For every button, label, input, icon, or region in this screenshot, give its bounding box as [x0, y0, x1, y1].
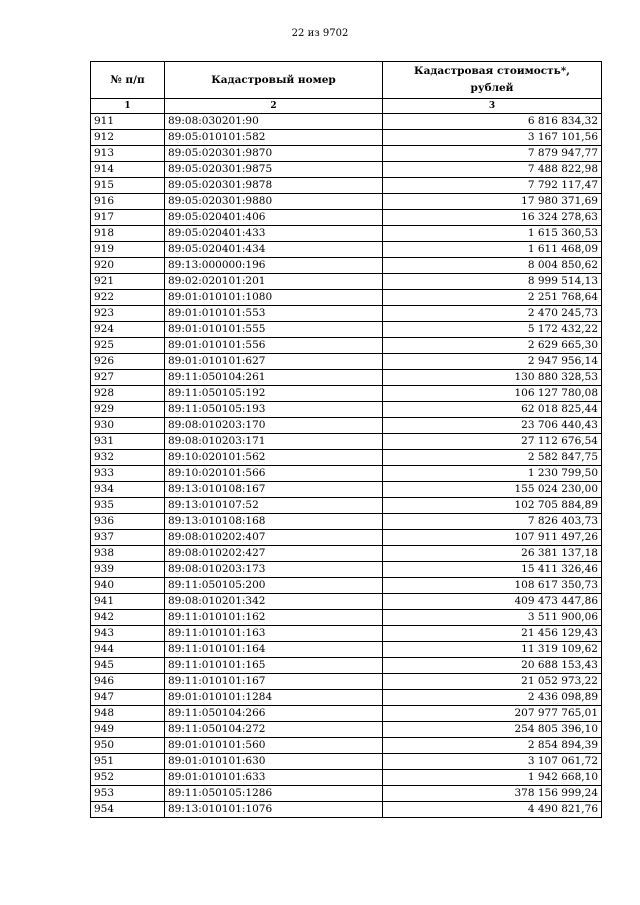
row-number-cell: 926 — [91, 354, 165, 370]
cadastral-number-cell: 89:08:010201:342 — [165, 594, 383, 610]
row-number-cell: 919 — [91, 242, 165, 258]
cadastral-value-table — [90, 61, 602, 818]
row-number-cell: 946 — [91, 674, 165, 690]
table-row — [91, 610, 602, 626]
column-number: 1 — [91, 99, 165, 114]
cadastral-number-cell: 89:11:050105:1286 — [165, 786, 383, 802]
cadastral-value-cell: 2 582 847,75 — [383, 450, 602, 466]
row-number-cell: 937 — [91, 530, 165, 546]
cadastral-value-cell: 378 156 999,24 — [383, 786, 602, 802]
row-number-cell: 947 — [91, 690, 165, 706]
row-number-cell: 913 — [91, 146, 165, 162]
cadastral-value-cell: 106 127 780,08 — [383, 386, 602, 402]
header-cadastral-value: Кадастровая стоимость*, рублей — [383, 62, 602, 99]
cadastral-number-cell: 89:05:020301:9870 — [165, 146, 383, 162]
cadastral-value-cell: 254 805 396,10 — [383, 722, 602, 738]
cadastral-number-cell: 89:13:000000:196 — [165, 258, 383, 274]
page-number-label: 22 из 9702 — [291, 28, 349, 39]
cadastral-number-cell: 89:10:020101:566 — [165, 466, 383, 482]
table-row — [91, 674, 602, 690]
row-number-cell: 932 — [91, 450, 165, 466]
table-header-row — [91, 62, 602, 99]
table-row — [91, 786, 602, 802]
cadastral-value-cell: 1 230 799,50 — [383, 466, 602, 482]
cadastral-number-cell: 89:01:010101:553 — [165, 306, 383, 322]
cadastral-number-cell: 89:11:010101:164 — [165, 642, 383, 658]
row-number-cell: 914 — [91, 162, 165, 178]
cadastral-value-cell: 1 615 360,53 — [383, 226, 602, 242]
table-row — [91, 306, 602, 322]
cadastral-value-cell: 2 251 768,64 — [383, 290, 602, 306]
table-row — [91, 242, 602, 258]
table-row — [91, 386, 602, 402]
header-cadastral-number: Кадастровый номер — [165, 62, 383, 99]
table-row — [91, 418, 602, 434]
cadastral-value-cell: 102 705 884,89 — [383, 498, 602, 514]
table-row — [91, 114, 602, 130]
cadastral-value-cell: 27 112 676,54 — [383, 434, 602, 450]
cadastral-number-cell: 89:13:010107:52 — [165, 498, 383, 514]
row-number-cell: 950 — [91, 738, 165, 754]
cadastral-number-cell: 89:11:010101:165 — [165, 658, 383, 674]
cadastral-value-cell: 26 381 137,18 — [383, 546, 602, 562]
cadastral-value-cell: 15 411 326,46 — [383, 562, 602, 578]
cadastral-value-cell: 2 629 665,30 — [383, 338, 602, 354]
table-row — [91, 658, 602, 674]
row-number-cell: 944 — [91, 642, 165, 658]
cadastral-value-cell: 2 854 894,39 — [383, 738, 602, 754]
row-number-cell: 917 — [91, 210, 165, 226]
table-row — [91, 754, 602, 770]
table-row — [91, 690, 602, 706]
table-row — [91, 578, 602, 594]
cadastral-value-cell: 8 004 850,62 — [383, 258, 602, 274]
column-number: 2 — [165, 99, 383, 114]
table-row — [91, 146, 602, 162]
table-row — [91, 546, 602, 562]
cadastral-number-cell: 89:01:010101:630 — [165, 754, 383, 770]
cadastral-number-cell: 89:05:020301:9880 — [165, 194, 383, 210]
cadastral-value-cell: 7 792 117,47 — [383, 178, 602, 194]
table-row — [91, 594, 602, 610]
row-number-cell: 929 — [91, 402, 165, 418]
table-row — [91, 274, 602, 290]
cadastral-value-cell: 6 816 834,32 — [383, 114, 602, 130]
row-number-cell: 923 — [91, 306, 165, 322]
cadastral-value-cell: 21 456 129,43 — [383, 626, 602, 642]
table-row — [91, 802, 602, 818]
table-row — [91, 770, 602, 786]
cadastral-number-cell: 89:02:020101:201 — [165, 274, 383, 290]
row-number-cell: 953 — [91, 786, 165, 802]
header-row-number: № п/п — [91, 62, 165, 99]
cadastral-number-cell: 89:11:050104:272 — [165, 722, 383, 738]
cadastral-value-cell: 1 942 668,10 — [383, 770, 602, 786]
cadastral-value-cell: 3 167 101,56 — [383, 130, 602, 146]
row-number-cell: 941 — [91, 594, 165, 610]
table-row — [91, 226, 602, 242]
row-number-cell: 921 — [91, 274, 165, 290]
table-row — [91, 482, 602, 498]
table-row — [91, 322, 602, 338]
row-number-cell: 945 — [91, 658, 165, 674]
cadastral-number-cell: 89:05:020401:433 — [165, 226, 383, 242]
table-row — [91, 530, 602, 546]
cadastral-number-cell: 89:05:020401:434 — [165, 242, 383, 258]
cadastral-number-cell: 89:11:010101:167 — [165, 674, 383, 690]
table-body — [91, 114, 602, 818]
row-number-cell: 938 — [91, 546, 165, 562]
row-number-cell: 935 — [91, 498, 165, 514]
cadastral-value-cell: 4 490 821,76 — [383, 802, 602, 818]
table-row — [91, 498, 602, 514]
cadastral-number-cell: 89:01:010101:1284 — [165, 690, 383, 706]
cadastral-value-cell: 8 999 514,13 — [383, 274, 602, 290]
row-number-cell: 927 — [91, 370, 165, 386]
cadastral-number-cell: 89:01:010101:556 — [165, 338, 383, 354]
row-number-cell: 939 — [91, 562, 165, 578]
table-row — [91, 434, 602, 450]
cadastral-value-cell: 62 018 825,44 — [383, 402, 602, 418]
row-number-cell: 948 — [91, 706, 165, 722]
row-number-cell: 928 — [91, 386, 165, 402]
cadastral-number-cell: 89:08:010202:407 — [165, 530, 383, 546]
row-number-cell: 911 — [91, 114, 165, 130]
cadastral-value-cell: 7 879 947,77 — [383, 146, 602, 162]
cadastral-value-cell: 20 688 153,43 — [383, 658, 602, 674]
row-number-cell: 949 — [91, 722, 165, 738]
table-row — [91, 722, 602, 738]
cadastral-number-cell: 89:11:050105:193 — [165, 402, 383, 418]
cadastral-value-cell: 155 024 230,00 — [383, 482, 602, 498]
row-number-cell: 925 — [91, 338, 165, 354]
row-number-cell: 915 — [91, 178, 165, 194]
cadastral-value-cell: 2 436 098,89 — [383, 690, 602, 706]
table-row — [91, 354, 602, 370]
table-row — [91, 626, 602, 642]
table-row — [91, 738, 602, 754]
cadastral-number-cell: 89:08:030201:90 — [165, 114, 383, 130]
row-number-cell: 934 — [91, 482, 165, 498]
cadastral-value-cell: 3 107 061,72 — [383, 754, 602, 770]
row-number-cell: 924 — [91, 322, 165, 338]
cadastral-number-cell: 89:05:020301:9875 — [165, 162, 383, 178]
cadastral-value-cell: 5 172 432,22 — [383, 322, 602, 338]
table-row — [91, 466, 602, 482]
cadastral-number-cell: 89:08:010203:170 — [165, 418, 383, 434]
cadastral-number-cell: 89:11:050105:200 — [165, 578, 383, 594]
cadastral-value-cell: 17 980 371,69 — [383, 194, 602, 210]
table-row — [91, 258, 602, 274]
cadastral-number-cell: 89:08:010203:171 — [165, 434, 383, 450]
cadastral-value-cell: 7 488 822,98 — [383, 162, 602, 178]
cadastral-number-cell: 89:05:010101:582 — [165, 130, 383, 146]
cadastral-value-cell: 1 611 468,09 — [383, 242, 602, 258]
cadastral-value-cell: 130 880 328,53 — [383, 370, 602, 386]
cadastral-number-cell: 89:01:010101:627 — [165, 354, 383, 370]
row-number-cell: 943 — [91, 626, 165, 642]
cadastral-number-cell: 89:11:050104:266 — [165, 706, 383, 722]
row-number-cell: 940 — [91, 578, 165, 594]
row-number-cell: 912 — [91, 130, 165, 146]
cadastral-value-cell: 21 052 973,22 — [383, 674, 602, 690]
row-number-cell: 951 — [91, 754, 165, 770]
cadastral-number-cell: 89:01:010101:1080 — [165, 290, 383, 306]
column-number: 3 — [383, 99, 602, 114]
cadastral-number-cell: 89:05:020301:9878 — [165, 178, 383, 194]
cadastral-number-cell: 89:10:020101:562 — [165, 450, 383, 466]
row-number-cell: 954 — [91, 802, 165, 818]
cadastral-value-cell: 23 706 440,43 — [383, 418, 602, 434]
table-row — [91, 642, 602, 658]
table-row — [91, 370, 602, 386]
cadastral-number-cell: 89:11:050105:192 — [165, 386, 383, 402]
row-number-cell: 936 — [91, 514, 165, 530]
table-row — [91, 194, 602, 210]
table-row — [91, 162, 602, 178]
cadastral-number-cell: 89:13:010108:167 — [165, 482, 383, 498]
cadastral-value-cell: 207 977 765,01 — [383, 706, 602, 722]
row-number-cell: 931 — [91, 434, 165, 450]
row-number-cell: 942 — [91, 610, 165, 626]
row-number-cell: 920 — [91, 258, 165, 274]
cadastral-value-cell: 108 617 350,73 — [383, 578, 602, 594]
cadastral-value-cell: 107 911 497,26 — [383, 530, 602, 546]
table-row — [91, 562, 602, 578]
cadastral-number-cell: 89:01:010101:633 — [165, 770, 383, 786]
table-row — [91, 290, 602, 306]
cadastral-value-cell: 2 947 956,14 — [383, 354, 602, 370]
cadastral-number-cell: 89:08:010202:427 — [165, 546, 383, 562]
cadastral-value-cell: 2 470 245,73 — [383, 306, 602, 322]
column-number-row — [91, 99, 602, 114]
row-number-cell: 933 — [91, 466, 165, 482]
row-number-cell: 952 — [91, 770, 165, 786]
cadastral-number-cell: 89:08:010203:173 — [165, 562, 383, 578]
cadastral-value-cell: 11 319 109,62 — [383, 642, 602, 658]
cadastral-number-cell: 89:11:050104:261 — [165, 370, 383, 386]
cadastral-number-cell: 89:13:010101:1076 — [165, 802, 383, 818]
table-row — [91, 130, 602, 146]
cadastral-value-cell: 16 324 278,63 — [383, 210, 602, 226]
table-row — [91, 706, 602, 722]
table-row — [91, 178, 602, 194]
cadastral-number-cell: 89:01:010101:560 — [165, 738, 383, 754]
table-row — [91, 210, 602, 226]
table-row — [91, 402, 602, 418]
table-row — [91, 450, 602, 466]
row-number-cell: 922 — [91, 290, 165, 306]
cadastral-number-cell: 89:13:010108:168 — [165, 514, 383, 530]
row-number-cell: 918 — [91, 226, 165, 242]
cadastral-number-cell: 89:11:010101:162 — [165, 610, 383, 626]
cadastral-number-cell: 89:05:020401:406 — [165, 210, 383, 226]
table-row — [91, 514, 602, 530]
cadastral-number-cell: 89:01:010101:555 — [165, 322, 383, 338]
cadastral-number-cell: 89:11:010101:163 — [165, 626, 383, 642]
cadastral-value-cell: 3 511 900,06 — [383, 610, 602, 626]
cadastral-value-cell: 7 826 403,73 — [383, 514, 602, 530]
cadastral-value-cell: 409 473 447,86 — [383, 594, 602, 610]
row-number-cell: 916 — [91, 194, 165, 210]
row-number-cell: 930 — [91, 418, 165, 434]
table-row — [91, 338, 602, 354]
